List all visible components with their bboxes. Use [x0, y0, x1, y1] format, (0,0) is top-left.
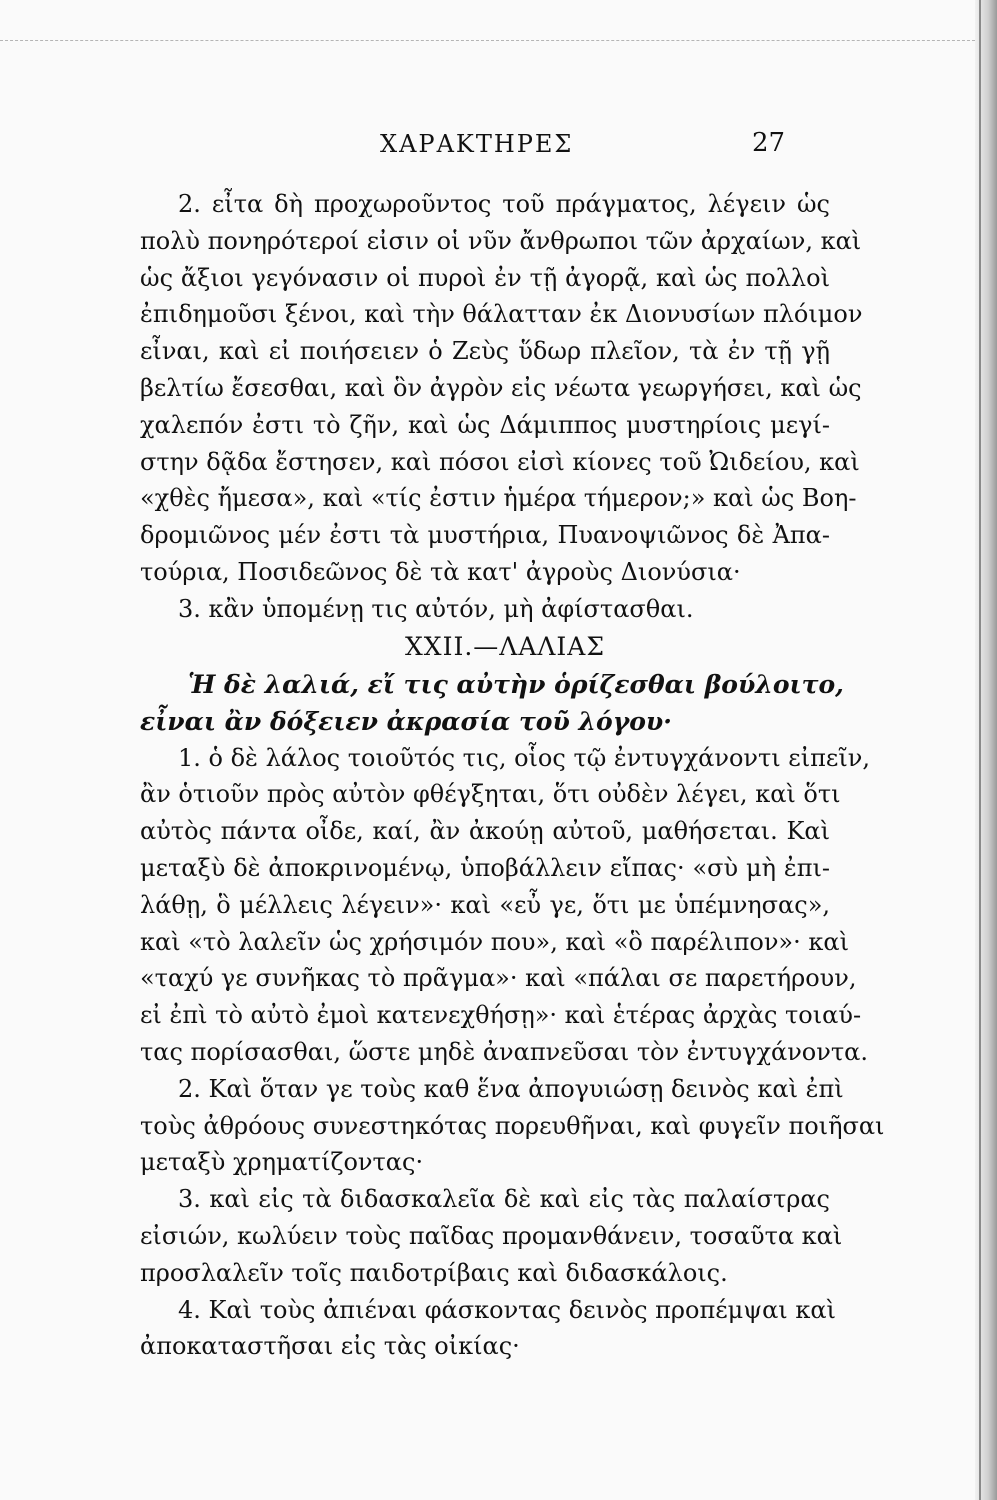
text-line: «χθὲς ἤμεσα», καὶ «τίς ἐστιν ἡμέρα τήμερον;» καὶ ὡς Βοη- — [140, 484, 857, 513]
text-line: μεταξὺ δὲ ἀποκρινομένῳ, ὑποβάλλειν εἴπας· «σὺ μὴ ἐπι- — [140, 853, 830, 882]
text-line: προσλαλεῖν τοῖς παιδοτρίβαις καὶ διδασκάλοις. — [140, 1258, 728, 1287]
running-title: ΧΑΡΑΚΤΗΡΕΣ — [380, 130, 574, 158]
page-number: 27 — [752, 128, 786, 158]
text-line: 4. Καὶ τοὺς ἀπιέναι φάσκοντας δεινὸς προπέμψαι καὶ — [178, 1295, 836, 1324]
text-line: «ταχύ γε συνῆκας τὸ πρᾶγμα»· καὶ «πάλαι σε παρετήρουν, — [140, 964, 857, 993]
page-header — [0, 126, 997, 166]
text-line: 2. Καὶ ὅταν γε τοὺς καθ ἕνα ἀπογυιώσῃ δεινὸς καὶ ἐπὶ — [178, 1074, 844, 1103]
text-line: 2. εἶτα δὴ προχωροῦντος τοῦ πράγματος, λέγειν ὡς — [178, 190, 830, 218]
paragraph-1 — [140, 740, 870, 1071]
text-line: αὐτὸς πάντα οἶδε, καί, ἂν ἀκούῃ αὐτοῦ, μαθήσεται. Καὶ — [140, 817, 830, 846]
text-line: τούρια, Ποσιδεῶνος δὲ τὰ κατ' ἀγροὺς Διονύσια· — [140, 557, 741, 586]
text-line: ἂν ὁτιοῦν πρὸς αὐτὸν φθέγξηται, ὅτι οὐδὲν λέγει, καὶ ὅτι — [140, 780, 841, 809]
text-line: 1. ὁ δὲ λάλος τοιοῦτός τις, οἷος τῷ ἐντυγχάνοντι εἰπεῖν, — [178, 743, 870, 772]
text-line: εἰσιών, κωλύειν τοὺς παῖδας προμανθάνειν, τοσαῦτα καὶ — [140, 1221, 843, 1250]
text-line: ὡς ἄξιοι γεγόνασιν οἱ πυροὶ ἐν τῇ ἀγορᾷ, καὶ ὡς πολλοὶ — [140, 263, 830, 292]
text-line: δρομιῶνος μέν ἐστι τὰ μυστήρια, Πυανοψιῶνος δὲ Ἀπα- — [140, 521, 830, 550]
paragraph-2 — [140, 1071, 885, 1181]
text-line: εἰ ἐπὶ τὸ αὐτὸ ἐμοὶ κατενεχθήσῃ»· καὶ ἑτέρας ἀρχὰς τοιαύ- — [140, 1001, 862, 1030]
definition-line: εἶναι ἂν δόξειεν ἀκρασία τοῦ λόγου· — [140, 706, 672, 736]
text-line: τας πορίσασθαι, ὥστε μηδὲ ἀναπνεῦσαι τὸν ἐντυγχάνοντα. — [140, 1037, 868, 1066]
text-line: βελτίω ἔσεσθαι, καὶ ὃν ἀγρὸν εἰς νέωτα γεωργήσει, καὶ ὡς — [140, 373, 862, 402]
text-line: χαλεπόν ἐστι τὸ ζῆν, καὶ ὡς Δάμιππος μυστηρίοις μεγί- — [140, 410, 830, 439]
definition-line: Ἡ δὲ λαλιά, εἴ τις αὐτὴν ὁρίζεσθαι βούλοιτο, — [188, 669, 844, 699]
text-line: 3. καὶ εἰς τὰ διδασκαλεῖα δὲ καὶ εἰς τὰς παλαίστρας — [178, 1185, 830, 1214]
page-binding-edge — [975, 0, 997, 1500]
text-line: καὶ «τὸ λαλεῖν ὡς χρήσιμόν που», καὶ «ὃ παρέλιπον»· καὶ — [140, 927, 849, 956]
paragraph-3b — [140, 1181, 843, 1291]
text-line: μεταξὺ χρηματίζοντας· — [140, 1148, 424, 1177]
text-line: στην δᾷδα ἔστησεν, καὶ πόσοι εἰσὶ κίονες τοῦ Ὠιδείου, καὶ — [140, 447, 860, 476]
paragraph-2-continuation — [140, 186, 863, 591]
definition — [140, 666, 844, 740]
text-line: ἐπιδημοῦσι ξένοι, καὶ τὴν θάλατταν ἐκ Διονυσίων πλόιμον — [140, 300, 863, 329]
page-top-edge — [0, 40, 980, 42]
text-line: τοὺς ἀθρόους συνεστηκότας πορευθῆναι, καὶ φυγεῖν ποιῆσαι — [140, 1111, 885, 1140]
text-line: πολὺ πονηρότεροί εἰσιν οἱ νῦν ἄνθρωποι τῶν ἀρχαίων, καὶ — [140, 226, 862, 255]
paragraph-3: 3. κἂν ὑπομένῃ τις αὐτόν, μὴ ἀφίστασθαι. — [178, 594, 694, 623]
section-heading: XXII.—ΛΑΛΙΑΣ — [404, 631, 606, 661]
page-body — [140, 186, 885, 1365]
text-line: ἀποκαταστῆσαι εἰς τὰς οἰκίας· — [140, 1332, 520, 1361]
text-line: λάθῃ, ὃ μέλλεις λέγειν»· καὶ «εὖ γε, ὅτι με ὑπέμνησας», — [140, 890, 830, 919]
paragraph-4 — [140, 1292, 836, 1366]
text-line: εἶναι, καὶ εἰ ποιήσειεν ὁ Ζεὺς ὕδωρ πλεῖον, τὰ ἐν τῇ γῇ — [140, 337, 830, 366]
